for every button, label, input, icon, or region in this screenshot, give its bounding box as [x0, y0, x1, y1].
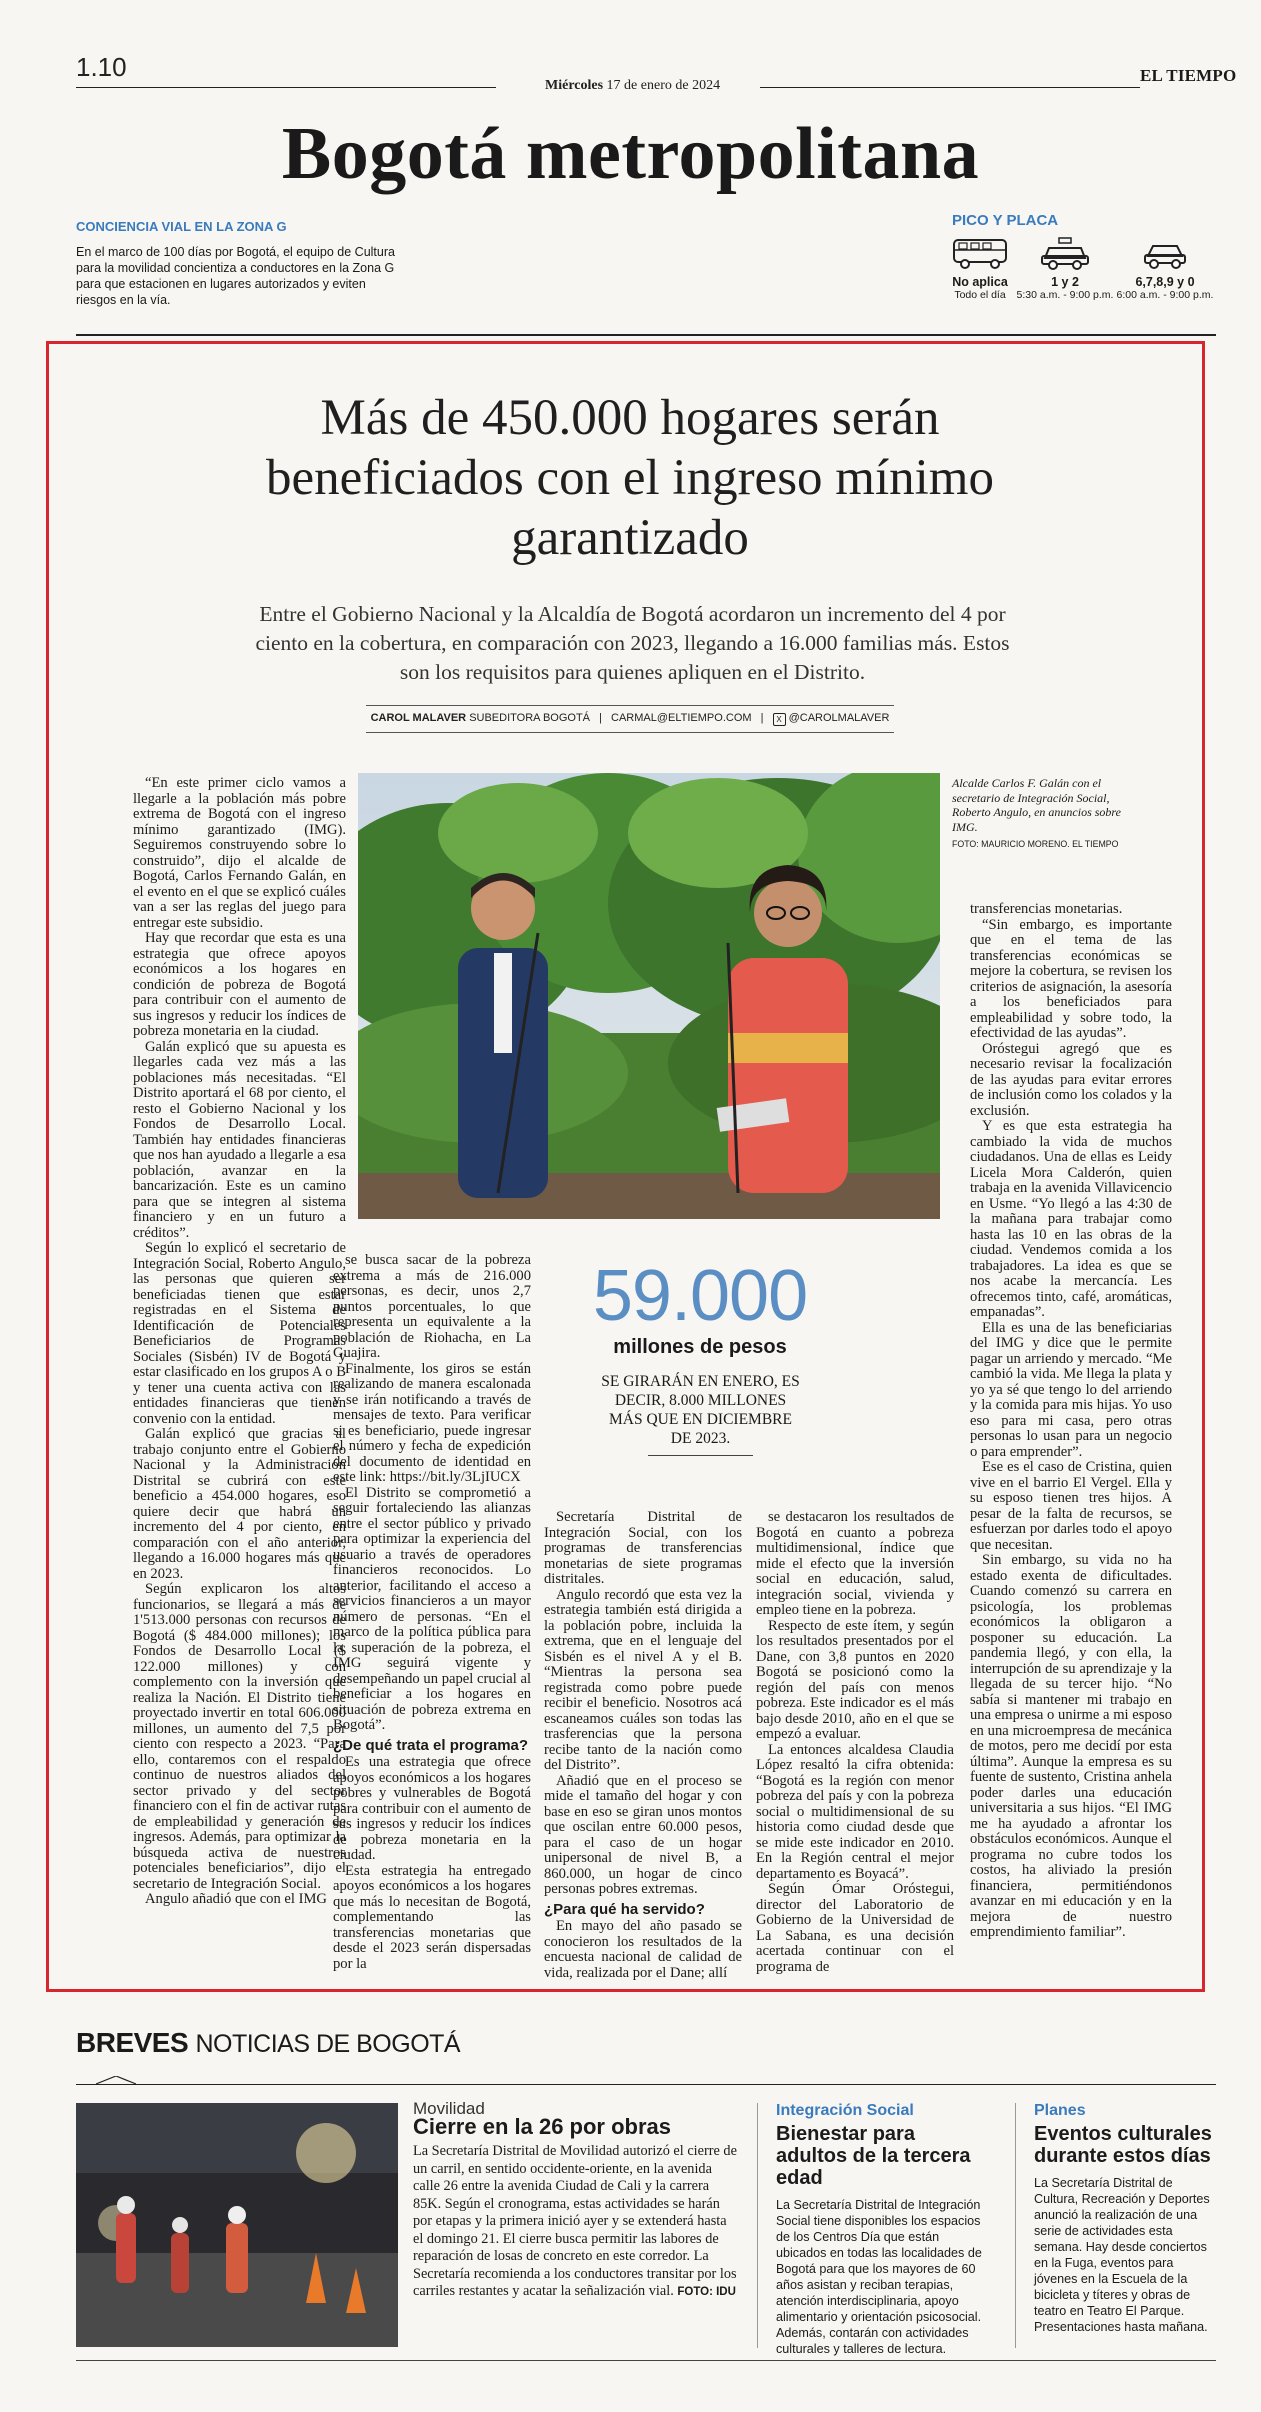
header-bottom-rule [76, 334, 1216, 336]
paragraph: Según Ómar Oróstegui, director del Laboratorio de Gobierno de la Universidad de La Sabana, es una decisión acertada continuar con el programa de [756, 1881, 954, 1975]
breves-rule-notch [96, 2076, 136, 2086]
paragraph: se busca sacar de la pobreza extrema a más de 216.000 personas, es decir, unos 2,7 puntos porcentuales, lo que representa un equivalente a la población de Riohacha, en La Guajira. [333, 1252, 531, 1361]
breves-main-kicker: Movilidad [413, 2099, 485, 2118]
byline-role: SUBEDITORA BOGOTÁ [469, 712, 591, 724]
road-works-photo [76, 2103, 398, 2347]
pico-placa-label: 1 y 2 [1051, 275, 1079, 289]
paragraph: Según lo explicó el secretario de Integración Social, Roberto Angulo, las personas que quieren ser beneficiadas tienen que estar registradas en el Sistema de Identificación de Potenciales Beneficiarios de Programas Sociales (Sisbén) IV de Bogotá y estar clasificado en los grupos A o B y tener una cuenta activa con las entidades financieras que tienen convenio con la entidad. [133, 1240, 346, 1427]
photo-credit: FOTO: MAURICIO MORENO. EL TIEMPO [952, 839, 1119, 849]
pico-placa-item-taxi [1010, 236, 1120, 301]
paragraph: Esta estrategia ha entregado apoyos económicos a los hogares que más lo necesitan de Bogotá, complementando las transferencias monetarias que desde el 2023 serán dispersadas por la [333, 1862, 531, 1972]
breves-b3-text: La Secretaría Distrital de Cultura, Recreación y Deportes anunció la realización de una serie de actividades esta semana. Hay desde conciertos en la Fuga, eventos para jóvenes en la Escuela de la bicicleta y títeres y obras de teatro en Teatro El Parque. Presentaciones hasta mañana. [1034, 2176, 1210, 2334]
highlight-rule [648, 1455, 753, 1456]
byline-rule-bottom [366, 732, 894, 733]
newspaper-name: EL TIEMPO [1140, 66, 1237, 85]
breves-header [76, 2027, 460, 2059]
pico-placa-item-car [1115, 236, 1215, 301]
pico-placa-title: PICO Y PLACA [952, 212, 1059, 229]
pico-placa-detail: 6:00 a.m. - 9:00 p.m. [1116, 289, 1214, 301]
breves-b2-kicker: Integración Social [776, 2102, 914, 2119]
paragraph: Según explicaron los altos funcionarios, se llegará a más de 1'513.000 personas con recursos de Bogotá ($ 484.000 millones); los Fondos de Desarrollo Local ($ 122.000 millones) y con complemento con la inversión que realiza la Nación. El Distrito tiene proyectado invertir en total 606.000 millones, un aumento del 7,5 por ciento con respecto a 2023. “Para ello, contaremos con el respaldo continuo de nuestros aliados del sector privado y del sector financiero con el fin de activar rutas de empleabilidad y generación de ingresos. Además, para optimizar la búsqueda activa de nuestros potenciales beneficiarios”, dijo el secretario de Integración Social. [133, 1581, 346, 1892]
paragraph: Galán explicó que su apuesta es llegarles cada vez más a las poblaciones más necesitadas. “El Distrito aportará el 68 por ciento, el resto el Gobierno Nacional y los Fondos de Desarrollo Local. También hay entidades financieras que nos han ayudado a llegarle a esa población, avanzar en la bancarización. Este es un camino para que se integren al sistema financiero y en un futuro a créditos”. [133, 1038, 346, 1241]
breves-main-body: La Secretaría Distrital de Movilidad autorizó el cierre de un carril, en sentido occidente-oriente, en la avenida calle 26 entre la avenida Ciudad de Cali y la carrera 85K. Según el cronograma, estas actividades se harán por etapas y la primera inició ayer y se extenderá hasta el domingo 21. El cierre busca permitir las labores de reparación de losas de concreto en este corredor. La Secretaría recomienda a los conductores transitar por los carriles restantes y acatar la señalización vial. [413, 2143, 737, 2299]
article-col-4 [756, 1510, 954, 1975]
paragraph: Oróstegui agregó que es necesario revisar la focalización de las ayudas para evitar errores de inclusión como los colados y la exclusión. [970, 1040, 1172, 1119]
photo-caption: Alcalde Carlos F. Galán con el secretario de Integración Social, Roberto Angulo, en anuncios sobre IMG. [952, 776, 1121, 834]
paragraph: Angulo añadió que con el IMG [145, 1891, 327, 1907]
subhead: ¿De qué trata el programa? [333, 1736, 529, 1754]
paragraph: En mayo del año pasado se conocieron los resultados de la encuesta nacional de calidad de vida, realizada por el Dane; allí [544, 1918, 742, 1981]
paragraph: La entonces alcaldesa Claudia López resaltó la cifra obtenida: “Bogotá es la región con menor pobreza del país y con la pobreza social o multidimensional de su historia como ciudad desde que se mide este indicador en 2010. En la Región central el mejor departamento es Boyacá”. [756, 1741, 954, 1882]
article-photo [358, 773, 940, 1219]
breves-item-integracion [776, 2103, 989, 2357]
date-day: Miércoles [545, 78, 604, 93]
teaser-text[interactable]: En el marco de 100 días por Bogotá, el equipo de Cultura para la movilidad concientiza a conductores en la Zona G para que estacionen en lugares autorizados y eviten riesgos en la vía. [76, 245, 395, 307]
bus-icon [950, 236, 1010, 270]
article-col-5 [970, 902, 1172, 1941]
article-deck: Entre el Gobierno Nacional y la Alcaldía de Bogotá acordaron un incremento del 4 por ciento en la cobertura, en comparación con 2023, llegando a 16.000 familias más. Estos son los requisitos para quienes apliquen en el Distrito. [255, 602, 1010, 684]
breves-b3-kicker: Planes [1034, 2102, 1086, 2119]
paragraph: Finalmente, los giros se están realizando de manera escalonada y se irán notificando a través de mensajes de texto. Para verificar si es beneficiario, puede ingresar el número y fecha de expedición del documento de identidad en este link: https://bit.ly/3LjIUCX [333, 1360, 531, 1485]
highlight-number: 59.000 [592, 1256, 808, 1336]
byline: CAROL MALAVER SUBEDITORA BOGOTÁ | CARMAL@ELTIEMPO.COM | X @CAROLMALAVER [370, 712, 890, 724]
page-number: 1.10 [76, 52, 127, 82]
breves-main-text [413, 2143, 740, 2302]
date-rest: 17 de enero de 2024 [606, 78, 721, 93]
paragraph: “Sin embargo, es importante que en el tema de las transferencias económicas se mejore la cobertura, se revisen los criterios de asignación, la asesoría a los beneficiados para empleabilidad y sobre todo, la efectividad de las ayudas”. [970, 916, 1172, 1041]
paragraph: Galán explicó que gracias al trabajo conjunto entre el Gobierno Nacional y la Administración Distrital se cubrirá con este beneficio a 454.000 hogares, eso quiere decir que habrá un incremento del 4 por ciento, en comparación con el año anterior, llegando a 16.000 hogares más que en 2023. [133, 1426, 346, 1582]
byline-handle[interactable]: @CAROLMALAVER [788, 712, 890, 724]
paragraph: Ella es una de las beneficiarias del IMG y dice que le permite pagar un arriendo y mercado. “Me cambió la vida. Me llega la plata y yo ya sé que tengo lo del arriendo y la comida para mis hijas. Yo uso eso para mi casa, pero otras personas lo usan para un negocio o para emprender”. [970, 1319, 1172, 1460]
breves-b3-title[interactable]: Eventos culturales durante estos días [1034, 2123, 1212, 2167]
paragraph: Es una estrategia que ofrece apoyos económicos a los hogares pobres y vulnerables de Bogotá para contribuir con el aumento de sus ingresos y reducir los índices de pobreza monetaria en la ciudad. [333, 1754, 531, 1863]
byline-author: CAROL MALAVER [370, 712, 467, 724]
taxi-icon [1039, 236, 1091, 270]
paragraph: Angulo recordó que esta vez la estrategia también está dirigida a la población pobre, incluida la extrema, que en el lenguaje del Sisbén es el nivel A y el B. “Mientras la persona sea registrada como pobre puede recibir el beneficio. Nosotros acá escaneamos cuáles son todas las trasferencias que la persona recibe tanto de la nación como del Distrito”. [544, 1586, 742, 1773]
teaser-kicker: CONCIENCIA VIAL EN LA ZONA G [76, 219, 287, 234]
breves-main [413, 2101, 740, 2302]
paragraph: El Distrito se comprometió a seguir fortaleciendo las alianzas entre el sector público y privado para optimizar la experiencia del usuario a través de operadores financieros reconocidos. Lo anterior, facilitando el acceso a servicios financieros a un mayor número de personas. “En el marco de la política pública para la superación de la pobreza, el IMG seguirá vigente y desempeñando un papel crucial al beneficiar a los hogares en situación de pobreza extrema en Bogotá”. [333, 1484, 531, 1733]
paragraph: se destacaron los resultados de Bogotá en cuanto a pobreza multidimensional, índice que mide el efecto que la inversión social en educación, salud, integración social, vivienda y empleo tiene en la pobreza. [756, 1509, 954, 1618]
breves-rule [76, 2084, 1216, 2085]
subhead: ¿Para qué ha servido? [544, 1900, 705, 1918]
byline-email[interactable]: CARMAL@ELTIEMPO.COM [611, 712, 752, 724]
breves-separator-1 [757, 2103, 758, 2348]
car-icon [1142, 236, 1188, 270]
pico-placa-detail: 5:30 a.m. - 9:00 p.m. [1016, 289, 1114, 301]
x-icon: X [773, 713, 786, 726]
masthead-rule-left [76, 87, 496, 88]
article-col-1 [133, 776, 346, 1908]
breves-b2-text: La Secretaría Distrital de Integración Social tiene disponibles los espacios de los Centros Día que están ubicados en todas las localidades de Bogotá para que los mayores de 60 años asistan y reciban terapias, atención interdisciplinaria, apoyo alimentario y orientación psicosocial. Además, contarán con actividades culturales y talleres de lectura. [776, 2198, 982, 2356]
section-title: Bogotá metropolitana [281, 113, 980, 195]
paragraph: Y es que esta estrategia ha cambiado la vida de muchos ciudadanos. Una de ellas es Leidy Licela Mora Calderón, quien trabaja en la avenida Villavicencio en Usme. “Yo llegó a las 4:30 de la mañana para trabajar como hasta las 10 en las obras de la ciudad. Vendemos comida a los trabajadores. La idea es que se nos acabe la mercancía. Les ofrecemos tinto, café, aromáticas, empanadas”. [970, 1118, 1172, 1320]
breves-b2-title[interactable]: Bienestar para adultos de la tercera edad [776, 2123, 971, 2189]
breves-label-bold: BREVES [76, 2027, 189, 2058]
breves-main-photo [76, 2103, 398, 2347]
pico-placa-label: No aplica [952, 275, 1008, 289]
breves-main-title[interactable]: Cierre en la 26 por obras [413, 2114, 671, 2139]
paragraph: transferencias monetarias. [970, 901, 1123, 917]
article-col-2 [333, 1253, 531, 1972]
breves-label-light: NOTICIAS DE BOGOTÁ [195, 2030, 461, 2058]
article-col-3 [544, 1510, 742, 1981]
paragraph: Ese es el caso de Cristina, quien vive en el barrio El Vergel. Ella y su esposo tienen tres hijos. A pesar de la falta de recursos, se esfuerzan por darles todo el apoyo que necesitan. [970, 1459, 1172, 1553]
paragraph: “En este primer ciclo vamos a llegarle a la población más pobre extrema de Bogotá con el ingreso mínimo garantizado (IMG). Seguiremos construyendo sobre lo construido”, dijo el alcalde de Bogotá, Carlos Fernando Galán, en el evento en el que se explicó cuáles van a ser las reglas del juego para entregar este subsidio. [133, 775, 346, 931]
paragraph: Hay que recordar que esta es una estrategia que ofrece apoyos económicos a los hogares en condición de pobreza de Bogotá para contribuir con el aumento de sus ingresos y reducir los índices de pobreza monetaria en la ciudad. [133, 930, 346, 1039]
pico-placa-detail: Todo el día [954, 289, 1006, 301]
footer-rule [76, 2360, 1216, 2361]
byline-rule-top [366, 705, 894, 706]
pico-placa-label: 6,7,8,9 y 0 [1135, 275, 1195, 289]
paragraph: Respecto de este ítem, y según los resultados presentados por el Dane, con 3,8 puntos en 2020 Bogotá se posicionó como la región del país con menos pobreza. Este indicador es el más bajo desde 2010, año en el que se empezó a evaluar. [756, 1617, 954, 1742]
highlight-unit: millones de pesos [613, 1336, 787, 1358]
paragraph: Añadió que en el proceso se mide el tamaño del hogar y con base en eso se giran unos montos que oscilan entre 60.000 pesos, para el caso de un hogar unipersonal de nivel B, a 860.000, un hogar de cinco personas pobres extremas. [544, 1772, 742, 1897]
highlight-text: SE GIRARÁN EN ENERO, ES DECIR, 8.000 MILLONES MÁS QUE EN DICIEMBRE DE 2023. [601, 1373, 800, 1447]
breves-separator-2 [1015, 2103, 1016, 2348]
paragraph: Secretaría Distrital de Integración Social, con los programas de transferencias monetarias de siete programas distritales. [544, 1509, 742, 1587]
breves-main-credit: FOTO: IDU [677, 2286, 736, 2298]
masthead-date [545, 78, 720, 94]
breves-item-planes [1034, 2103, 1219, 2335]
mayor-and-secretary-photo [358, 773, 940, 1219]
article-headline: Más de 450.000 hogares serán beneficiados con el ingreso mínimo garantizado [266, 390, 994, 566]
masthead-rule-right [760, 87, 1140, 88]
paragraph: Sin embargo, su vida no ha estado exenta de dificultades. Cuando comenzó su carrera en psicología, los problemas económicos la obligaron a posponer su educación. La pandemia llegó, y con ella, la interrupción de su aprendizaje y la llegada de su tercer hijo. “No sabía si mantener mi trabajo en una empresa o unirme a mi esposo en una microempresa de mecánica de motos, pero me decidí por esta última”. Aunque la empresa es su fuente de sustento, Cristina anhela poder darles una educación universitaria a sus hijos. “El IMG me ha ayudado a afrontar los obstáculos económicos. Aunque el programa no cubre todos los costos, ha aliviado la presión financiera, permitiéndonos avanzar en mi educación y en la mejora de nuestro emprendimiento familiar”. [970, 1552, 1172, 1940]
pico-placa-item-bus [940, 236, 1020, 301]
